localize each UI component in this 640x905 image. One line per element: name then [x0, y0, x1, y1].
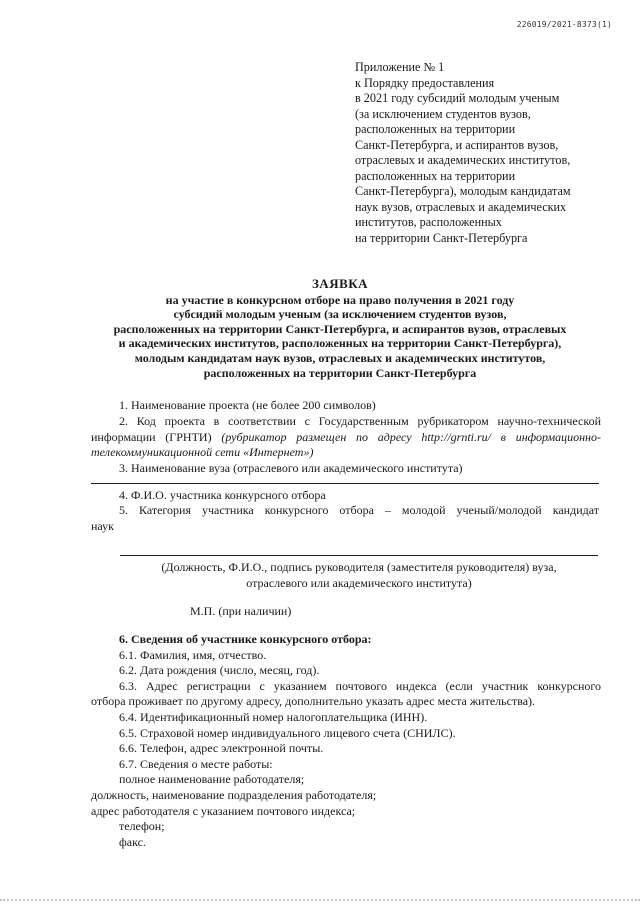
- title-line: на участие в конкурсном отборе на право получения в 2021 году: [165, 292, 515, 307]
- section-heading: 6. Сведения об участнике конкурсного отбора:: [119, 632, 372, 646]
- section-item: 6.3. Адрес регистрации с указанием почтового индекса (если участник конкурсного: [119, 678, 601, 693]
- form-items: [91, 398, 601, 477]
- title-line: и академических институтов, расположенных на территории Санкт-Петербурга),: [118, 336, 562, 351]
- appendix-line: в 2021 году субсидий молодым ученым: [355, 91, 560, 105]
- work-detail: полное наименование работодателя;: [119, 772, 305, 787]
- appendix-line: Санкт-Петербурга), молодым кандидатам: [355, 184, 571, 198]
- section-item: отбора проживает по другому адресу, дополнительно указать адрес места жительства).: [91, 694, 536, 709]
- item-project-code-text: 2. Код проекта в соответствии с Государственным рубрикатором научно-технической информации (ГРНТИ): [91, 413, 601, 444]
- work-detail: факс.: [119, 834, 146, 849]
- appendix-line: к Порядку предоставления: [355, 75, 495, 90]
- title-line: молодым кандидатам наук вузов, отраслевых и академических институтов,: [134, 350, 546, 365]
- item-category-line: наук: [91, 518, 114, 533]
- work-detail: должность, наименование подразделения работодателя;: [91, 787, 377, 802]
- fill-line: [91, 483, 599, 484]
- item-participant-category: [91, 503, 599, 534]
- work-detail: телефон;: [119, 819, 165, 834]
- appendix-note: [355, 60, 615, 246]
- item-project-code: [91, 414, 601, 461]
- page-title: ЗАЯВКА: [311, 276, 369, 291]
- application-title-block: [80, 277, 600, 380]
- document-registration-number: 226019/2021-8373(1): [516, 20, 612, 29]
- item-category-line: 5. Категория участника конкурсного отбора – молодой ученый/молодой кандидат: [119, 503, 599, 517]
- stamp-place: М.П. (при наличии): [190, 604, 292, 618]
- section-item: 6.1. Фамилия, имя, отчество.: [119, 647, 267, 662]
- item-university-name: 3. Наименование вуза (отраслевого или академического института): [119, 461, 463, 476]
- section-item: 6.7. Сведения о месте работы:: [119, 756, 273, 771]
- appendix-line: Санкт-Петербурга, и аспирантов вузов,: [355, 137, 559, 152]
- section-item: 6.2. Дата рождения (число, месяц, год).: [119, 663, 320, 678]
- title-line: расположенных на территории Санкт-Петербурга, и аспирантов вузов, отраслевых: [113, 321, 567, 336]
- item-project-name: 1. Наименование проекта (не более 200 символов): [119, 398, 376, 412]
- section-item: 6.5. Страховой номер индивидуального лицевого счета (СНИЛС).: [119, 725, 456, 740]
- section-item: 6.4. Идентификационный номер налогоплательщика (ИНН).: [119, 709, 428, 724]
- signature-line: [120, 555, 598, 556]
- appendix-line: на территории Санкт-Петербурга: [355, 230, 528, 245]
- appendix-line: расположенных на территории: [355, 122, 516, 136]
- item-participant-name: 4. Ф.И.О. участника конкурсного отбора: [119, 488, 326, 502]
- appendix-line: Приложение № 1: [355, 60, 445, 74]
- item-project-code-note: (рубрикатор размещен по адресу http://grnti.ru/ в информационно-телекоммуникационной сети «Интернет»): [91, 429, 602, 460]
- title-line: субсидий молодым ученым (за исключением студентов вузов,: [173, 307, 507, 322]
- title-line: расположенных на территории Санкт-Петербурга: [203, 365, 477, 380]
- appendix-line: наук вузов, отраслевых и академических: [355, 199, 567, 214]
- appendix-line: институтов, расположенных: [355, 215, 502, 229]
- work-detail: адрес работодателя с указанием почтового индекса;: [91, 803, 356, 818]
- section-item: 6.6. Телефон, адрес электронной почты.: [119, 741, 324, 756]
- signature-caption-line: (Должность, Ф.И.О., подпись руководителя (заместителя руководителя) вуза,: [161, 560, 557, 574]
- scan-edge: [0, 899, 640, 901]
- appendix-line: (за исключением студентов вузов,: [355, 106, 531, 121]
- signature-caption: [120, 559, 598, 591]
- participant-info-section: [91, 632, 601, 850]
- signature-caption-line: отраслевого или академического института): [246, 576, 472, 590]
- appendix-line: отраслевых и академических институтов,: [355, 153, 571, 167]
- appendix-line: расположенных на территории: [355, 168, 516, 183]
